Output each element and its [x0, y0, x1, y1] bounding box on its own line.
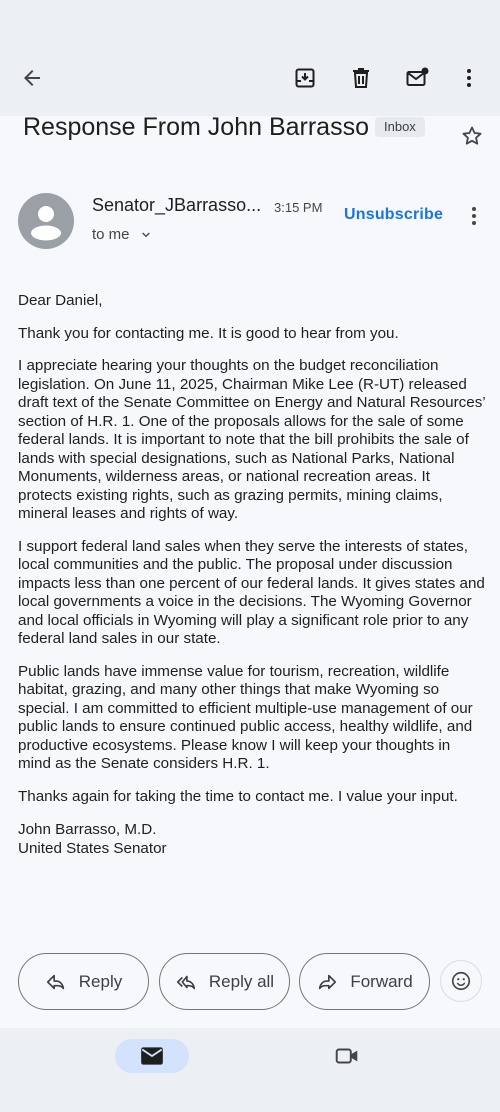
sender-name[interactable]: Senator_JBarrasso... [92, 195, 262, 215]
more-vert-icon [462, 204, 486, 228]
mail-icon [139, 1043, 165, 1069]
reply-label: Reply [78, 971, 123, 991]
sender-avatar[interactable] [18, 193, 74, 249]
forward-icon [316, 971, 338, 993]
archive-icon [293, 66, 317, 90]
more-options-button[interactable] [449, 58, 489, 98]
body-paragraph: I appreciate hearing your thoughts on the budget reconciliation legislation. On June 11, 2025, Chairman Mike Lee (R-UT) released draft text of the Senate Committee on Energy and Natural Resources’ section of H.R. 1. One of the proposals allows for the sale of some federal lands. It is important to note that the bill prohibits the sale of lands with special designations, such as National Parks, National Monuments, wilderness areas, or national recreation areas. It protects existing rights, such as grazing permits, mining claims, mineral leases and rights of way. [18, 357, 486, 522]
body-paragraph: Thank you for contacting me. It is good to hear from you. [18, 324, 399, 342]
reply-all-icon [175, 971, 197, 993]
forward-label: Forward [350, 971, 413, 991]
star-outline-icon [460, 124, 484, 148]
email-body [18, 292, 486, 858]
reply-actions [0, 953, 500, 1011]
arrow-back-icon [20, 66, 44, 90]
body-paragraph: Public lands have immense value for tourism, recreation, wildlife habitat, grazing, and many other things that make Wyoming so special. I am committed to efficient multiple-use management of our public lands to ensure continued public access, healthy wildlife, and productive ecosystems. Please know I will keep your thoughts in mind as the Senate considers H.R. 1. [18, 662, 473, 772]
reply-button[interactable] [18, 953, 149, 1010]
reply-all-button[interactable] [159, 953, 290, 1010]
recipient-label: to me [92, 226, 130, 243]
recipient-details[interactable] [92, 226, 154, 243]
reply-all-label: Reply all [208, 971, 275, 991]
body-paragraph: I support federal land sales when they serve the interests of states, local communities and the public. The proposal under discussion impacts less than one percent of our federal lands. It gives states and local governments a voice in the decisions. The Wyoming Governor and local officials in Wyoming will play a significant role prior to any federal land sales in our state. [18, 537, 485, 647]
mark-unread-button[interactable] [397, 58, 437, 98]
reply-icon [45, 971, 67, 993]
emoji-reaction-button[interactable] [440, 960, 482, 1002]
smiley-icon [450, 970, 472, 992]
back-button[interactable] [12, 58, 52, 98]
mark-unread-icon [405, 66, 429, 90]
email-subject: Response From John Barrasso [23, 113, 369, 141]
star-button[interactable] [452, 116, 492, 156]
signature-title: United States Senator [18, 840, 167, 857]
forward-button[interactable] [299, 953, 430, 1010]
body-paragraph: Thanks again for taking the time to contact me. I value your input. [18, 787, 458, 805]
signature-name: John Barrasso, M.D. [18, 821, 157, 838]
archive-button[interactable] [285, 58, 325, 98]
person-icon [18, 193, 74, 249]
chevron-down-icon [138, 227, 154, 243]
delete-icon [349, 66, 373, 90]
nav-mail-tab[interactable] [115, 1039, 189, 1073]
delete-button[interactable] [341, 58, 381, 98]
more-vert-icon [457, 66, 481, 90]
inbox-label-badge[interactable]: Inbox [375, 117, 425, 137]
greeting: Dear Daniel, [18, 292, 103, 309]
signature [18, 820, 486, 858]
video-camera-icon [334, 1043, 360, 1069]
email-time: 3:15 PM [274, 200, 323, 215]
nav-meet-tab[interactable] [332, 1042, 362, 1070]
message-more-button[interactable] [454, 196, 494, 236]
bottom-navigation [0, 1028, 500, 1112]
unsubscribe-button[interactable]: Unsubscribe [344, 206, 444, 223]
